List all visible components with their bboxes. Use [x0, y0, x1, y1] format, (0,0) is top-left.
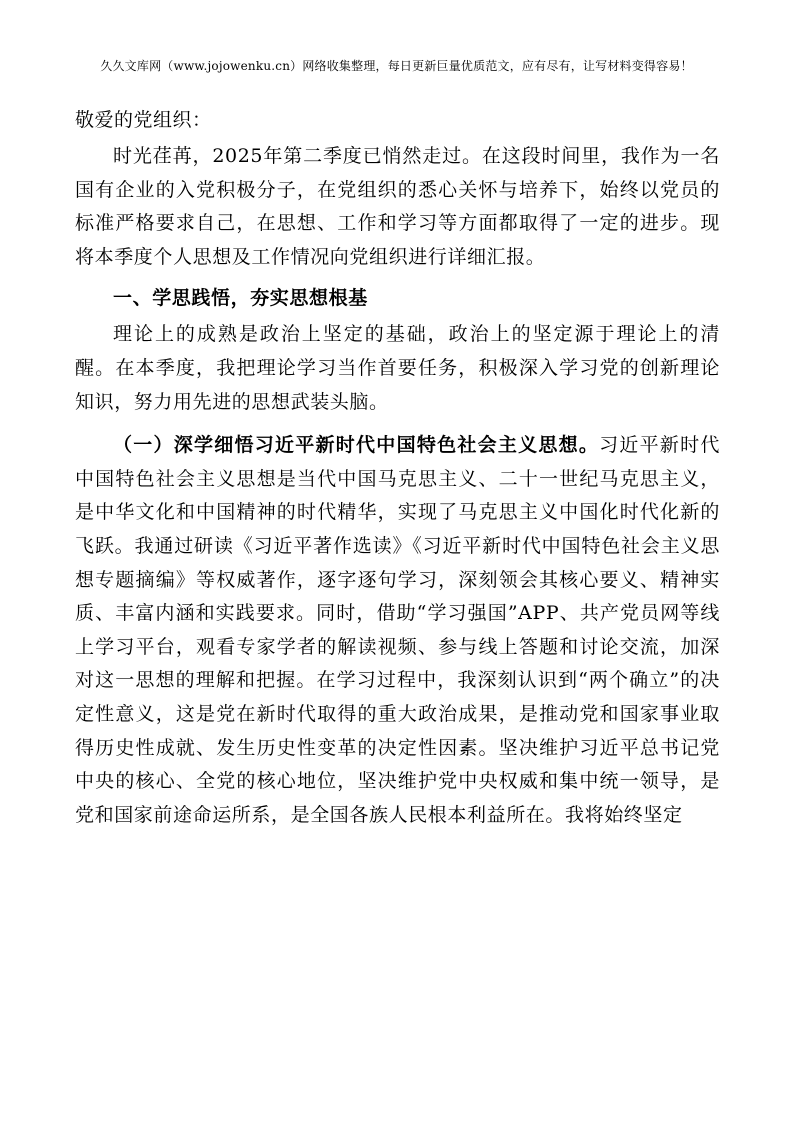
subsection-1-body: 习近平新时代中国特色社会主义思想是当代中国马克思主义、二十一世纪马克思主义，是中华文化和中国精神的时代精华，实现了马克思主义中国化时代化新的飞跃。我通过研读《习近平著作选读》《习近平新时代中国特色社会主义思想专题摘编》等权威著作，逐字逐句学习，深刻领会其核心要义、精神实质、丰富内涵和实践要求。同时，借助“学习强国”APP、共产党员网等线上学习平台，观看专家学者的解读视频、参与线上答题和讨论交流，加深对这一思想的理解和把握。在学习过程中，我深刻认识到“两个确立”的决定性意义，这是党在新时代取得的重大政治成果，是推动党和国家事业取得历史性成就、发生历史性变革的决定性因素。坚决维护习近平总书记党中央的核心、全党的核心地位，坚决维护党中央权威和集中统一领导，是党和国家前途命运所系，是全国各族人民根本利益所在。我将始终坚定 — [75, 434, 720, 826]
subsection-1-paragraph — [75, 429, 720, 832]
intro-paragraph: 时光荏苒，2025年第二季度已悄然走过。在这段时间里，我作为一名国有企业的入党积极分子，在党组织的悉心关怀与培养下，始终以党员的标准严格要求自己，在思想、工作和学习等方面都取得了一定的进步。现将本季度个人思想及工作情况向党组织进行详细汇报。 — [75, 145, 720, 268]
section-heading-1: 一、学思践悟，夯实思想根基 — [113, 287, 368, 310]
section-1-paragraph: 理论上的成熟是政治上坚定的基础，政治上的坚定源于理论上的清醒。在本季度，我把理论学习当作首要任务，积极深入学习党的创新理论知识，努力用先进的思想武装头脑。 — [75, 323, 720, 413]
header-note: 久久文库网（www.jojowenku.cn）网络收集整理，每日更新巨量优质范文，应有尽有，让写材料变得容易！ — [100, 59, 693, 73]
salutation: 敬爱的党组织： — [75, 109, 212, 131]
document-body — [75, 104, 720, 832]
spacer — [75, 419, 720, 429]
subsection-1-lead: （一）深学细悟习近平新时代中国特色社会主义思想。 — [113, 434, 600, 457]
